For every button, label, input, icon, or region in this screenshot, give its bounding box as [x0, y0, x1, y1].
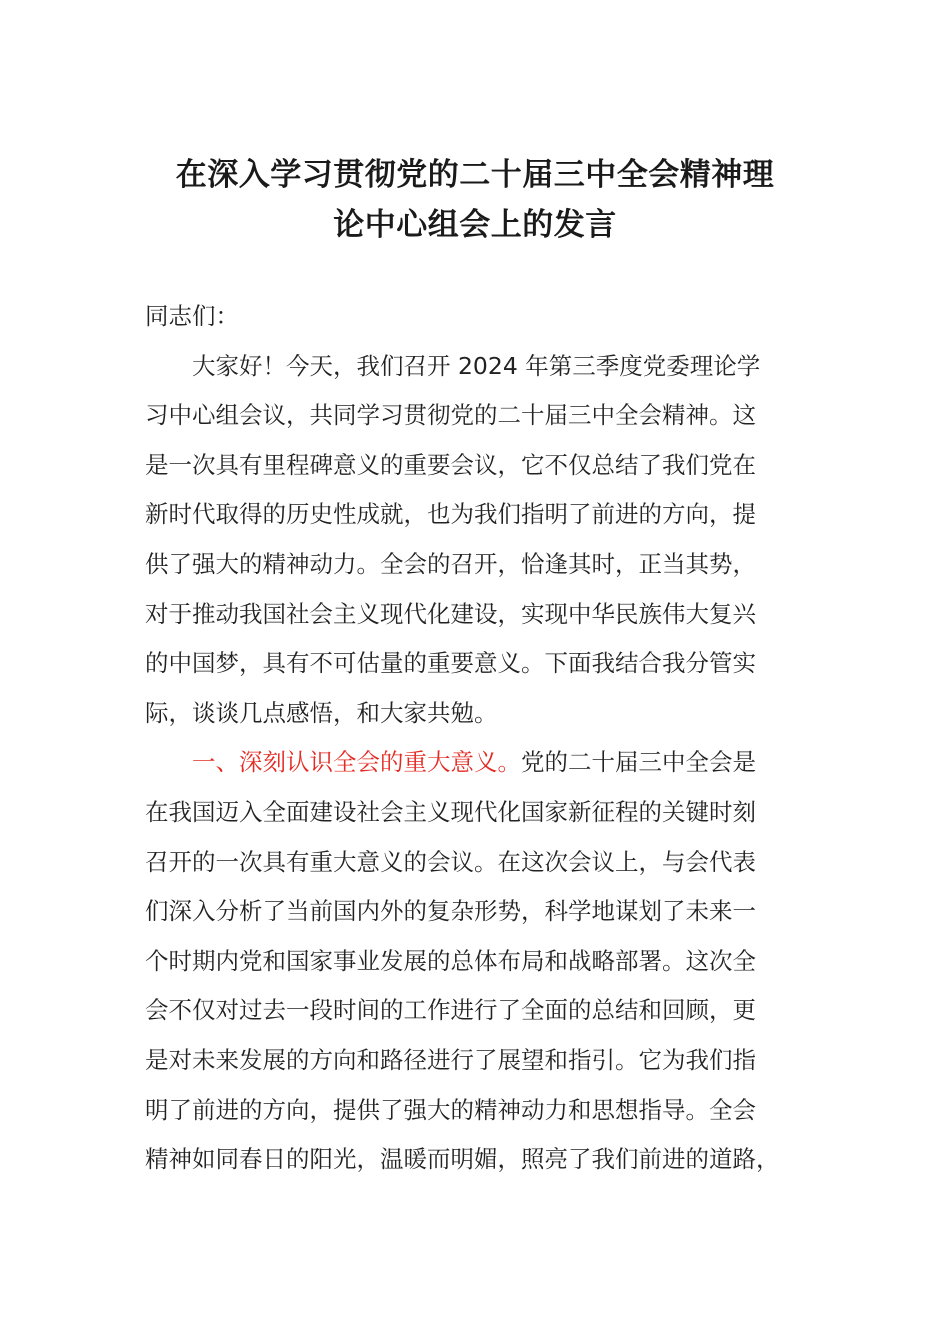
paragraph-line: 个时期内党和国家事业发展的总体布局和战略部署。这次全: [145, 946, 756, 975]
paragraph-line: 供了强大的精神动力。全会的召开，恰逢其时，正当其势，: [145, 549, 756, 578]
paragraph-line: 是对未来发展的方向和路径进行了展望和指引。它为我们指: [145, 1045, 756, 1074]
paragraph-section-1: [145, 738, 805, 1184]
paragraph-line: 对于推动我国社会主义现代化建设，实现中华民族伟大复兴: [145, 599, 756, 628]
paragraph-line: 大家好！今天，我们召开 2024 年第三季度党委理论学: [192, 351, 761, 380]
paragraph-line: 召开的一次具有重大意义的会议。在这次会议上，与会代表: [145, 847, 756, 876]
paragraph-line: 们深入分析了当前国内外的复杂形势，科学地谋划了未来一: [145, 897, 756, 926]
paragraph-line: 际，谈谈几点感悟，和大家共勉。: [145, 698, 498, 727]
title-line-1: 在深入学习贯彻党的二十届三中全会精神理: [175, 157, 775, 193]
paragraph-intro: [145, 342, 805, 739]
section-text: 党的二十届三中全会是: [521, 748, 756, 777]
document-title: [145, 150, 805, 250]
paragraph-line: 在我国迈入全面建设社会主义现代化国家新征程的关键时刻: [145, 797, 756, 826]
document-page: [145, 150, 805, 1185]
paragraph-line: 习中心组会议，共同学习贯彻党的二十届三中全会精神。这: [145, 401, 756, 430]
salutation: 同志们：: [145, 302, 239, 330]
paragraph-line: 精神如同春日的阳光，温暖而明媚，照亮了我们前进的道路，: [145, 1145, 780, 1174]
paragraph-line: 是一次具有里程碑意义的重要会议，它不仅总结了我们党在: [145, 450, 756, 479]
paragraph-line: 明了前进的方向，提供了强大的精神动力和思想指导。全会: [145, 1095, 756, 1124]
paragraph-line: 会不仅对过去一段时间的工作进行了全面的总结和回顾，更: [145, 996, 756, 1025]
title-line-2: 论中心组会上的发言: [333, 207, 617, 243]
paragraph-line: [145, 738, 805, 788]
paragraph-line: 新时代取得的历史性成就，也为我们指明了前进的方向，提: [145, 500, 756, 529]
paragraph-line: 的中国梦，具有不可估量的重要意义。下面我结合我分管实: [145, 649, 756, 678]
section-heading: 一、深刻认识全会的重大意义。: [192, 748, 521, 777]
